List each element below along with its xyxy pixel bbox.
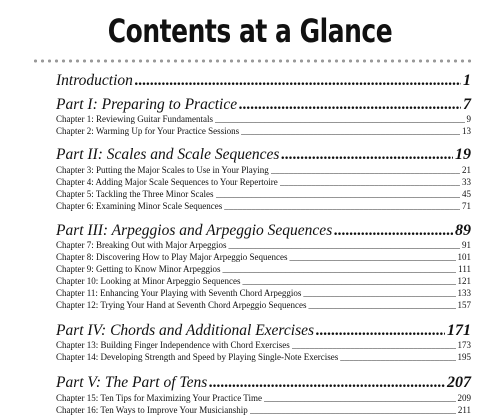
part-title: Part IV: Chords and Additional Exercises [56, 322, 315, 339]
toc-part-entry[interactable] [56, 222, 471, 240]
dot-leader [334, 222, 453, 240]
page-number: 19 [455, 146, 471, 163]
part-title: Part II: Scales and Scale Sequences [56, 146, 280, 163]
page-number: 211 [457, 405, 471, 415]
chapter-title: Chapter 2: Warming Up for Your Practice Sessions [56, 126, 240, 136]
page-number: 157 [457, 300, 471, 310]
chapter-title: Chapter 4: Adding Major Scale Sequences to Your Repertoire [56, 177, 278, 187]
chapter-title: Chapter 3: Putting the Major Scales to Use in Your Playing [56, 165, 269, 175]
toc-chapter-entry[interactable] [56, 165, 471, 176]
dot-leader [303, 288, 455, 299]
part-title: Introduction [56, 72, 133, 89]
chapter-title: Chapter 6: Examining Minor Scale Sequences [56, 201, 223, 211]
page-number: 121 [457, 276, 471, 286]
toc-chapter-entry[interactable] [56, 405, 471, 416]
page-number: 91 [462, 240, 471, 250]
chapter-title: Chapter 8: Discovering How to Play Major Arpeggio Sequences [56, 252, 288, 262]
toc-part-entry[interactable] [56, 146, 471, 164]
chapter-title: Chapter 1: Reviewing Guitar Fundamentals [56, 114, 213, 124]
page-number: 7 [463, 96, 471, 113]
part-title: Part III: Arpeggios and Arpeggio Sequences [56, 222, 333, 239]
toc-part-entry[interactable] [56, 96, 471, 114]
toc-part-entry[interactable] [56, 374, 471, 392]
toc-chapter-entry[interactable] [56, 201, 471, 212]
page-number: 101 [457, 252, 471, 262]
dot-leader [224, 201, 460, 212]
page-number: 195 [457, 352, 471, 362]
chapter-title: Chapter 11: Enhancing Your Playing with Seventh Chord Arpeggios [56, 288, 302, 298]
part-title: Part I: Preparing to Practice [56, 96, 238, 113]
page-number: 13 [462, 126, 471, 136]
page-number: 1 [463, 72, 471, 89]
dot-leader [271, 165, 460, 176]
dot-leader [340, 352, 455, 363]
dot-leader [308, 300, 455, 311]
page-number: 33 [462, 177, 471, 187]
dot-leader [289, 252, 455, 263]
toc-part-entry[interactable] [56, 322, 471, 340]
toc-chapter-entry[interactable] [56, 300, 471, 311]
dot-leader [135, 72, 461, 90]
toc-chapter-entry[interactable] [56, 264, 471, 275]
page-number: 111 [458, 264, 471, 274]
page-number: 21 [462, 165, 471, 175]
dot-leader [292, 340, 456, 351]
toc-chapter-entry[interactable] [56, 288, 471, 299]
page-title: Contents at a Glance [107, 12, 393, 50]
dot-leader [216, 189, 461, 200]
dotted-divider [32, 58, 472, 64]
dot-leader [280, 177, 460, 188]
toc-chapter-entry[interactable] [56, 276, 471, 287]
dot-leader [209, 374, 445, 392]
page-number: 209 [457, 393, 471, 403]
toc-chapter-entry[interactable] [56, 393, 471, 404]
chapter-title: Chapter 9: Getting to Know Minor Arpeggios [56, 264, 221, 274]
dot-leader [281, 146, 453, 164]
toc-chapter-entry[interactable] [56, 177, 471, 188]
toc-chapter-entry[interactable] [56, 352, 471, 363]
chapter-title: Chapter 15: Ten Tips for Maximizing Your Practice Time [56, 393, 262, 403]
page-number: 9 [466, 114, 471, 124]
chapter-title: Chapter 5: Tackling the Three Minor Scales [56, 189, 214, 199]
toc-chapter-entry[interactable] [56, 252, 471, 263]
chapter-title: Chapter 13: Building Finger Independence with Chord Exercises [56, 340, 290, 350]
page-number: 45 [462, 189, 471, 199]
chapter-title: Chapter 10: Looking at Minor Arpeggio Sequences [56, 276, 241, 286]
dot-leader [222, 264, 456, 275]
dot-leader [242, 276, 455, 287]
toc-chapter-entry[interactable] [56, 340, 471, 351]
toc-part-entry[interactable] [56, 72, 471, 90]
chapter-title: Chapter 7: Breaking Out with Major Arpeggios [56, 240, 227, 250]
dot-leader [228, 240, 460, 251]
dot-leader [316, 322, 445, 340]
page-number: 207 [447, 374, 471, 391]
page-number: 133 [457, 288, 471, 298]
page-number: 173 [457, 340, 471, 350]
dot-leader [264, 393, 456, 404]
dot-leader [250, 405, 456, 416]
dot-leader [241, 126, 460, 137]
toc-chapter-entry[interactable] [56, 240, 471, 251]
dot-leader [215, 114, 465, 125]
toc-chapter-entry[interactable] [56, 126, 471, 137]
page-number: 71 [462, 201, 471, 211]
toc-chapter-entry[interactable] [56, 189, 471, 200]
dot-leader [239, 96, 461, 114]
chapter-title: Chapter 16: Ten Ways to Improve Your Musicianship [56, 405, 248, 415]
page-number: 89 [455, 222, 471, 239]
chapter-title: Chapter 12: Trying Your Hand at Seventh Chord Arpeggio Sequences [56, 300, 307, 310]
chapter-title: Chapter 14: Developing Strength and Speed by Playing Single-Note Exercises [56, 352, 339, 362]
part-title: Part V: The Part of Tens [56, 374, 208, 391]
page-number: 171 [447, 322, 471, 339]
toc-chapter-entry[interactable] [56, 114, 471, 125]
